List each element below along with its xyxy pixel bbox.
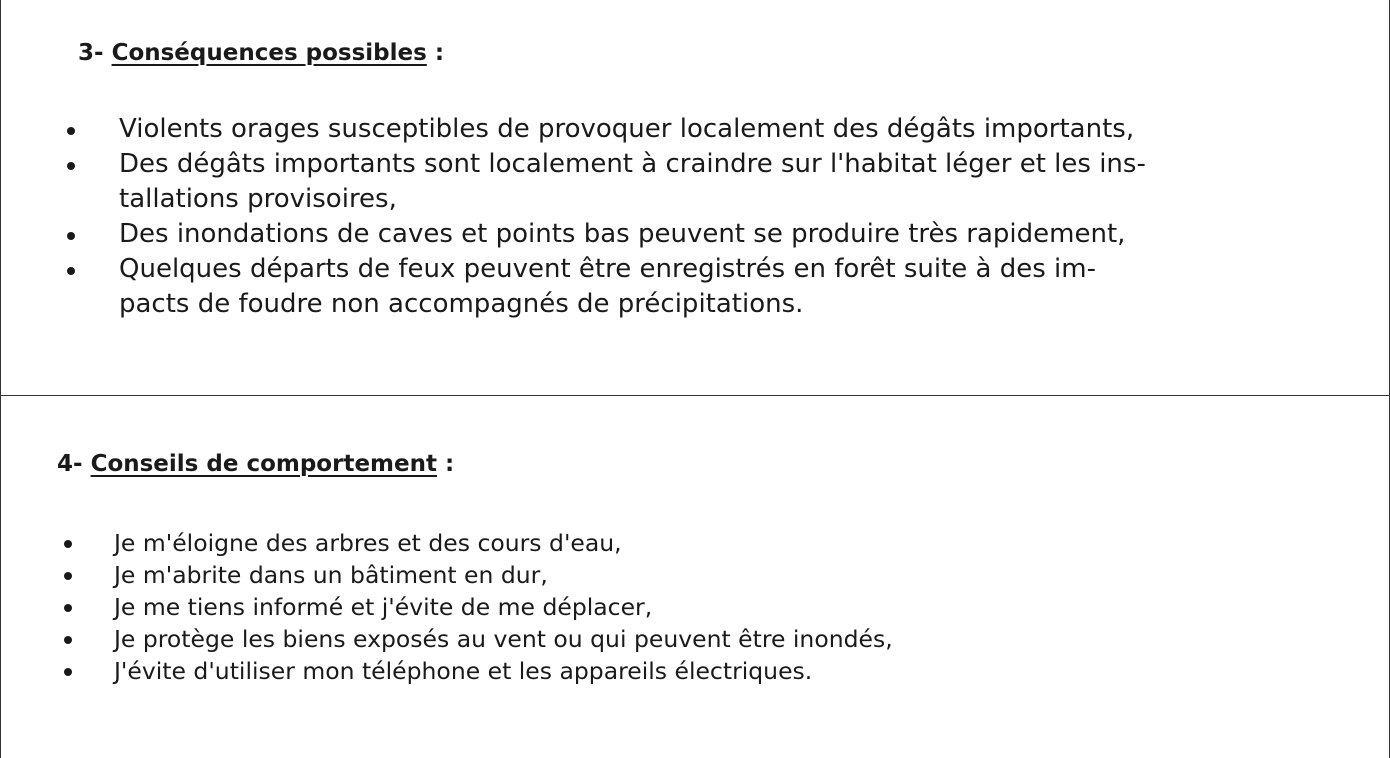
list-item xyxy=(1,252,1389,322)
list-item xyxy=(1,112,1389,147)
list-item-line: Des inondations de caves et points bas peuvent se produire très rapidement, xyxy=(119,219,1126,249)
list-item-line: Violents orages susceptibles de provoquer localement des dégâts importants, xyxy=(119,114,1135,144)
consequences-heading xyxy=(78,38,444,68)
list-item-line: Des dégâts importants sont localement à craindre sur l'habitat léger et les ins- xyxy=(119,149,1146,179)
list-item-line: tallations provisoires, xyxy=(119,184,397,214)
advice-heading xyxy=(57,449,454,479)
list-item: Je me tiens informé et j'évite de me déplacer, xyxy=(1,591,1389,623)
consequences-section xyxy=(1,0,1389,396)
advice-title: Conseils de comportement xyxy=(90,451,437,477)
consequences-suffix: : xyxy=(426,40,445,66)
advice-suffix: : xyxy=(436,451,455,477)
list-item xyxy=(1,147,1389,217)
list-item: J'évite d'utiliser mon téléphone et les appareils électriques. xyxy=(1,655,1389,687)
list-item: Je m'abrite dans un bâtiment en dur, xyxy=(1,559,1389,591)
list-item-line: pacts de foudre non accompagnés de précipitations. xyxy=(119,289,804,319)
advice-number: 4- xyxy=(57,451,91,477)
advice-list xyxy=(1,527,1389,687)
list-item: Je m'éloigne des arbres et des cours d'eau, xyxy=(1,527,1389,559)
advice-section xyxy=(1,396,1389,758)
consequences-title: Conséquences possibles xyxy=(111,40,427,66)
consequences-list xyxy=(1,112,1389,322)
list-item-line: Quelques départs de feux peuvent être enregistrés en forêt suite à des im- xyxy=(119,254,1096,284)
consequences-number: 3- xyxy=(78,40,112,66)
list-item: Je protège les biens exposés au vent ou qui peuvent être inondés, xyxy=(1,623,1389,655)
list-item xyxy=(1,217,1389,252)
